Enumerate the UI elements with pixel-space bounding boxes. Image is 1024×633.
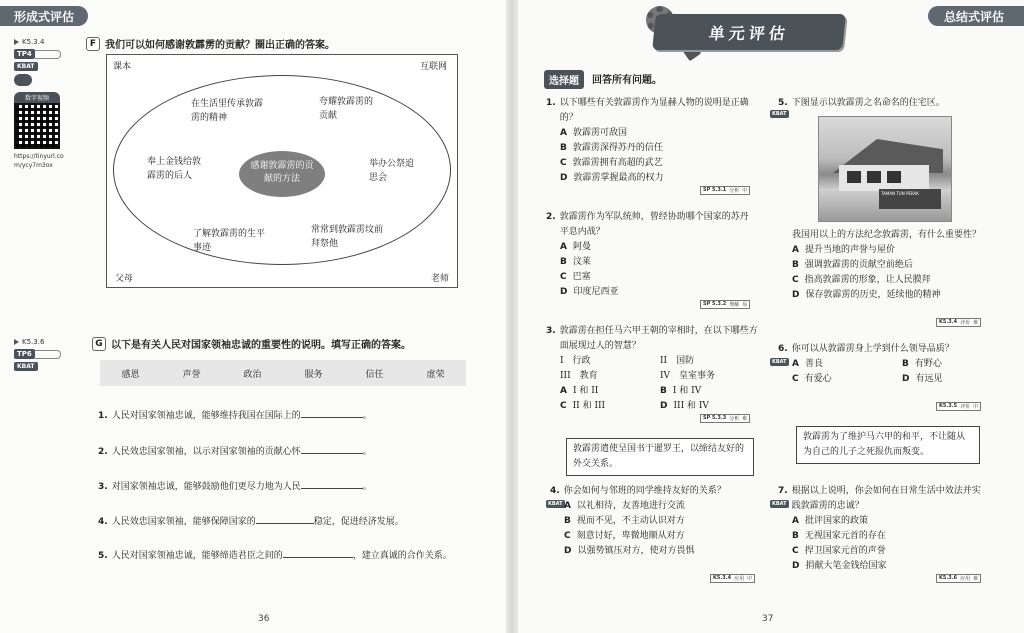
- option-c[interactable]: C 指高敦霹雳的形象，让人民膜拜: [792, 275, 931, 285]
- standard-tag: SP 5.3.2 理解 易: [700, 300, 750, 309]
- option-item[interactable]: 举办公祭追思会: [369, 159, 415, 183]
- answer-blank[interactable]: [301, 444, 363, 454]
- word-bank: [100, 360, 466, 386]
- question-5-stem: 5. 下图显示以敦霹雳之名命名的住宅区。: [778, 98, 945, 108]
- section-f-title: F 我们可以如何感谢敦霹雳的贡献？圈出正确的答案。: [86, 36, 335, 51]
- answer-blank[interactable]: [301, 408, 363, 418]
- center-oval: 感谢敦霹雳的贡献的方法: [239, 151, 325, 197]
- kbat-badge: KBAT: [772, 501, 787, 507]
- page-number: 37: [762, 614, 774, 624]
- page-number: 36: [258, 614, 270, 624]
- kbat-badge: KBAT: [772, 359, 787, 365]
- option-item[interactable]: 了解敦霹雳的生平事迹: [193, 229, 266, 253]
- corner-textbook: 课本: [113, 62, 132, 72]
- option-b[interactable]: B 有野心: [902, 359, 942, 369]
- option-a[interactable]: A 阿曼: [560, 242, 591, 252]
- option-a[interactable]: A 批评国家的政策: [792, 516, 868, 526]
- option-b[interactable]: B 强调敦霹雳的贡献空前绝后: [792, 260, 913, 270]
- question-2: 2. 敦霹雳作为军队统帅，曾经协助哪个国家的苏丹平息内战？ A 阿曼 B 汶莱 C 巴塞 D 印度尼西亚: [546, 210, 756, 300]
- formative-assessment-banner: 形成式评估: [0, 6, 88, 26]
- option-a[interactable]: A 以礼相待，友善地进行交流: [564, 501, 685, 511]
- tp-level: TP4: [14, 49, 74, 59]
- triangle-icon: [14, 39, 19, 45]
- summative-assessment-banner: 总结式评估: [928, 6, 1024, 26]
- kbat-badge: KBAT: [14, 362, 38, 371]
- option-d[interactable]: D 敦霹雳掌握最高的权力: [560, 173, 664, 183]
- corner-teacher: 老师: [430, 274, 449, 284]
- standard-tag: K5.3.6 应用 难: [936, 574, 981, 583]
- kbat-badge: KBAT: [548, 501, 563, 507]
- question-1: 1. 以下哪些有关敦霹雳作为显赫人物的说明是正确的？ A 敦霹雳可敌国 B 敦霹雳深得苏丹的信任 C 敦霹雳拥有高超的武艺 D 敦霹雳掌握最高的权力: [546, 96, 756, 186]
- cloud-icon: [14, 74, 32, 86]
- sidebar-section-g: [14, 338, 74, 374]
- option-b[interactable]: B 敦霹雳深得苏丹的信任: [560, 143, 663, 153]
- answer-blank[interactable]: [256, 514, 314, 524]
- answer-blank[interactable]: [301, 479, 363, 489]
- standard-tag: K5.3.5 评价 中: [936, 402, 981, 411]
- option-c[interactable]: C 敦霹雳拥有高超的武艺: [560, 158, 663, 168]
- option-item[interactable]: 常常到敦霹雳坟前拜祭他: [311, 225, 384, 249]
- kbat-badge: KBAT: [772, 111, 787, 117]
- book-gutter: [506, 0, 518, 633]
- kbat-badge: KBAT: [14, 62, 38, 71]
- thanks-diagram: [106, 54, 458, 288]
- question-4: 4. 你会如何与邻班的同学维持友好的关系？ A 以礼相待，友善地进行交流 B 视而不见，不主动认识对方 C 刻意讨好，卑微地顺从对方 D 以强势镇压对方，使对方畏惧: [550, 484, 760, 559]
- word-bank-item: 虚荣: [426, 369, 445, 380]
- standard-tag: K5.3.4 评价 难: [936, 318, 981, 327]
- option-b[interactable]: B 汶莱: [560, 257, 591, 267]
- fill-item: 1. 人民对国家领袖忠诚，能够维持我国在国际上的 。: [98, 408, 372, 424]
- choice-label: 选择题: [544, 70, 584, 89]
- fill-item: 3. 对国家领袖忠诚，能够鼓励他们更尽力地为人民 。: [98, 479, 372, 495]
- q7-context-box: 敦霹雳为了维护马六甲的和平，不让随从为自己的儿子之死报仇而叛变。: [796, 426, 980, 464]
- option-d[interactable]: D 有远见: [902, 374, 943, 384]
- qr-url[interactable]: https://tinyurl.com/ycy7m3ox: [14, 153, 64, 169]
- option-c[interactable]: C 刻意讨好，卑微地顺从对方: [564, 531, 685, 541]
- option-c[interactable]: C 巴塞: [560, 272, 591, 282]
- qr-label: 数字视频: [14, 92, 60, 103]
- word-bank-item: 服务: [304, 369, 323, 380]
- tp-level: TP6: [14, 349, 74, 359]
- option-a[interactable]: A 敦霹雳可敌国: [560, 128, 627, 138]
- word-bank-item: 信任: [365, 369, 384, 380]
- option-d[interactable]: D 印度尼西亚: [560, 287, 619, 297]
- standard-code: K5.3.4: [14, 38, 74, 46]
- statement-list: I 行政 II 国防 III 教育 IV 皇室事务: [560, 356, 716, 381]
- corner-parents: 父母: [115, 274, 134, 284]
- option-a[interactable]: A I 和 II: [560, 386, 599, 396]
- options-grid: [546, 384, 760, 414]
- fill-item: 2. 人民效忠国家领袖，以示对国家领袖的贡献心怀 。: [98, 444, 372, 460]
- question-7: 7. 根据以上说明，你会如何在日常生活中效法并实践敦霹雳的忠诚？ A 批评国家的政策 B 无视国家元首的存在 C 捍卫国家元首的声誉 D 捐献大笔金钱给国家: [778, 484, 984, 574]
- option-item[interactable]: 奉上金钱给敦霹雳的后人: [147, 157, 202, 181]
- option-d[interactable]: D III 和 IV: [660, 401, 709, 411]
- fill-item: 4. 人民效忠国家领袖，能够保障国家的 稳定，促进经济发展。: [98, 514, 404, 530]
- option-a[interactable]: A 善良: [792, 359, 823, 369]
- housing-area-photo: [818, 116, 952, 222]
- triangle-icon: [14, 339, 19, 345]
- unit-assessment-title: 单元评估: [652, 14, 846, 50]
- section-g-title: G 以下是有关人民对国家领袖忠诚的重要性的说明。填写正确的答案。: [92, 336, 411, 351]
- option-b[interactable]: B 视而不见，不主动认识对方: [564, 516, 685, 526]
- question-3: 3. 敦霹雳在担任马六甲王朝的宰相时，在以下哪些方面展现过人的智慧？ I 行政 II 国防 III 教育 IV 皇室事务 A I 和 II B I 和 IV C II 和 III D III 和 IV: [546, 324, 760, 414]
- option-d[interactable]: D 捐献大笔金钱给国家: [792, 561, 887, 571]
- standard-tag: SP 5.3.3 分析 难: [700, 414, 750, 423]
- answer-blank[interactable]: [283, 548, 353, 558]
- estate-sign: TAMAN TUN PERAK: [879, 189, 941, 209]
- word-bank-item: 政治: [243, 369, 262, 380]
- standard-tag: K5.3.4 应用 中: [710, 574, 755, 583]
- standard-code: K5.3.6: [14, 338, 74, 346]
- qr-code-icon[interactable]: [14, 103, 60, 149]
- corner-internet: 互联网: [419, 62, 447, 72]
- option-item[interactable]: 夸耀敦霹雳的贡献: [319, 97, 374, 121]
- option-b[interactable]: B 无视国家元首的存在: [792, 531, 886, 541]
- question-5: 我国用以上的方法纪念敦霹雳，有什么重要性？ A 提升当地的声誉与屋价 B 强调敦霹雳的贡献空前绝后 C 指高敦霹雳的形象，让人民膜拜 D 保存敦霹雳的历史，延续他的精神: [792, 228, 984, 303]
- choice-instruction: 回答所有问题。: [592, 75, 662, 86]
- sidebar-section-f: [14, 38, 74, 170]
- standard-tag: SP 5.3.1 分析 中: [700, 186, 750, 195]
- option-b[interactable]: B I 和 IV: [660, 386, 702, 396]
- option-item[interactable]: 在生活里传承敦霹雳的精神: [191, 99, 264, 123]
- fill-item: 5. 人民对国家领袖忠诚，能够缔造君臣之间的 ，建立真诚的合作关系。: [98, 548, 490, 564]
- option-c[interactable]: C II 和 III: [560, 401, 606, 411]
- word-bank-item: 声誉: [182, 369, 201, 380]
- q4-context-box: 敦霹雳遣使呈国书于暹罗王，以缔结友好的外交关系。: [566, 438, 754, 476]
- option-c[interactable]: C 有爱心: [792, 374, 832, 384]
- option-a[interactable]: A 提升当地的声誉与屋价: [792, 245, 895, 255]
- question-6: 6. 你可以从敦霹雳身上学到什么领导品质？ A 善良 B 有野心 C 有爱心 D 有远见: [778, 342, 988, 387]
- option-c[interactable]: C 捍卫国家元首的声誉: [792, 546, 886, 556]
- word-bank-item: 感恩: [121, 369, 140, 380]
- option-d[interactable]: D 保存敦霹雳的历史，延续他的精神: [792, 290, 941, 300]
- option-d[interactable]: D 以强势镇压对方，使对方畏惧: [564, 546, 695, 556]
